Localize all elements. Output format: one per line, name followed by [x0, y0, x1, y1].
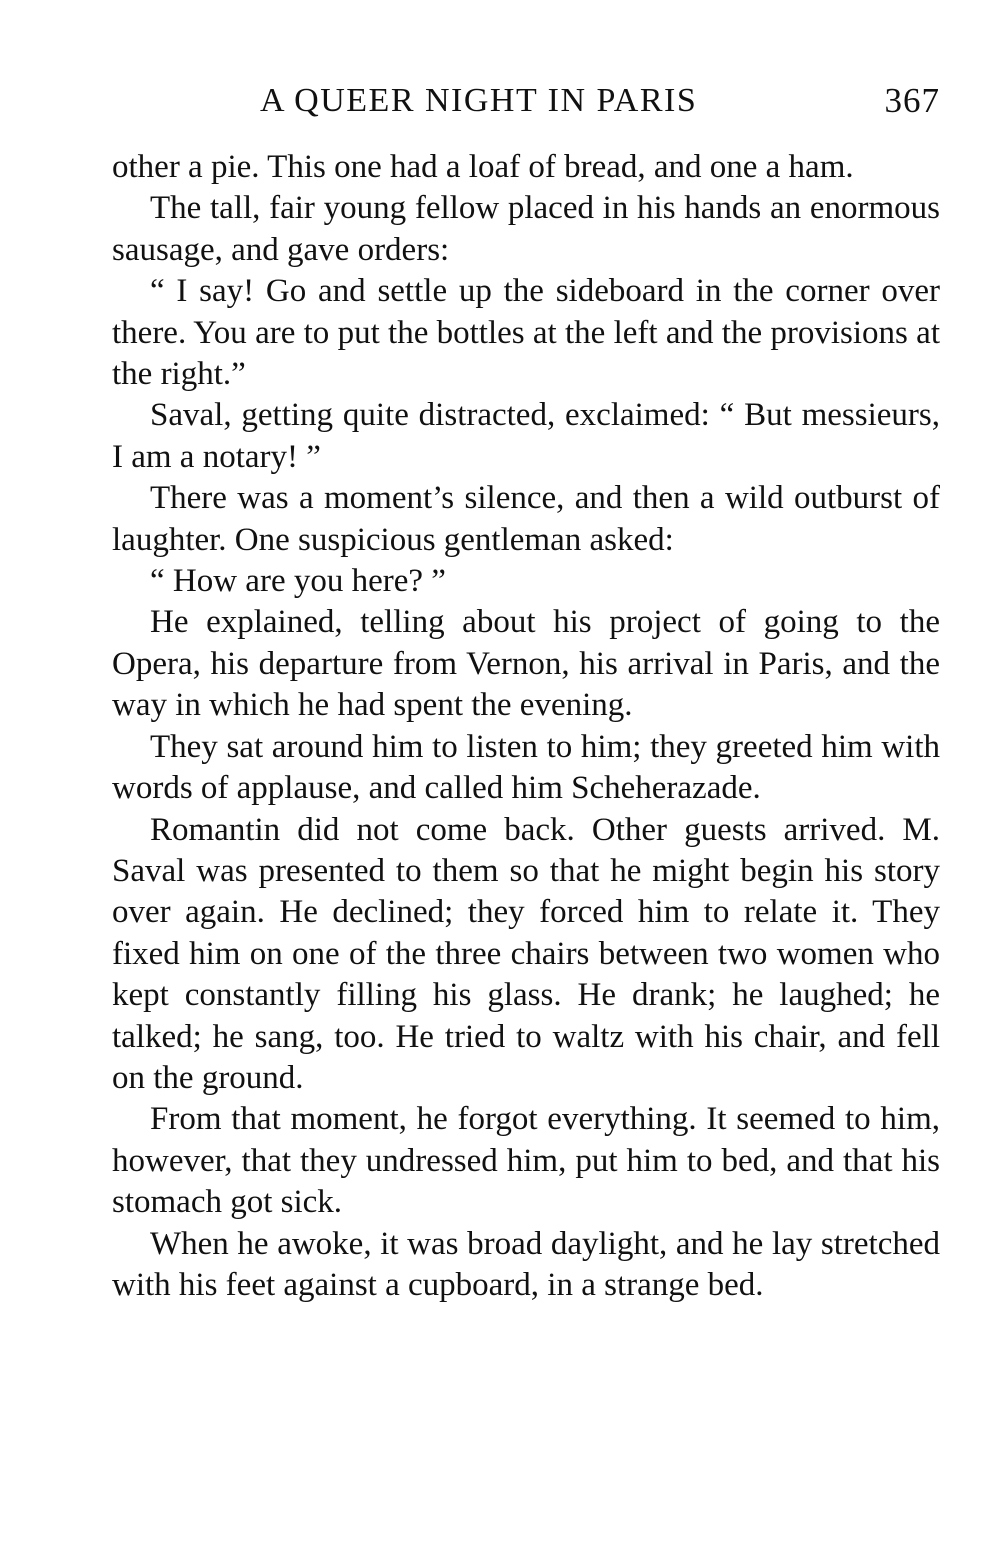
- paragraph-continuation: other a pie. This one had a loaf of bread, and one a ham.: [112, 149, 854, 185]
- paragraph: From that moment, he forgot everything. It seemed to him, however, that they undressed him, put him to bed, and that his stomach got sick.: [112, 1101, 940, 1221]
- paragraph: “ I say! Go and settle up the sideboard in the corner over there. You are to put the bottles at the left and the provisions at the right.”: [112, 273, 940, 393]
- paragraph: They sat around him to listen to him; they greeted him with words of applause, and called him Scheherazade.: [112, 728, 940, 807]
- page-number: 367: [884, 81, 940, 120]
- paragraph: “ How are you here? ”: [150, 563, 446, 600]
- paragraph: There was a moment’s silence, and then a wild outburst of laughter. One suspicious gentleman asked:: [112, 480, 940, 558]
- paragraph: He explained, telling about his project of going to the Opera, his departure from Vernon, his arrival in Paris, and the way in which he had spent the evening.: [112, 604, 940, 724]
- running-title: A QUEER NIGHT IN PARIS: [260, 82, 698, 119]
- body-text: [112, 147, 940, 1306]
- paragraph: The tall, fair young fellow placed in his hands an enormous sausage, and gave orders:: [112, 190, 940, 268]
- running-header: [112, 76, 940, 126]
- paragraph: Saval, getting quite distracted, exclaimed: “ But messieurs, I am a notary! ”: [112, 397, 940, 475]
- paragraph: Romantin did not come back. Other guests arrived. M. Saval was presented to them so that he might begin his story over again. He declined; they forced him to relate it. They fixed him on one of the three chairs between two women who kept constantly filling his glass. He drank; he laughed; he talked; he sang, too. He tried to waltz with his chair, and fell on the ground.: [112, 811, 940, 1096]
- paragraph: When he awoke, it was broad daylight, and he lay stretched with his feet against a cupboard, in a strange bed.: [112, 1225, 940, 1303]
